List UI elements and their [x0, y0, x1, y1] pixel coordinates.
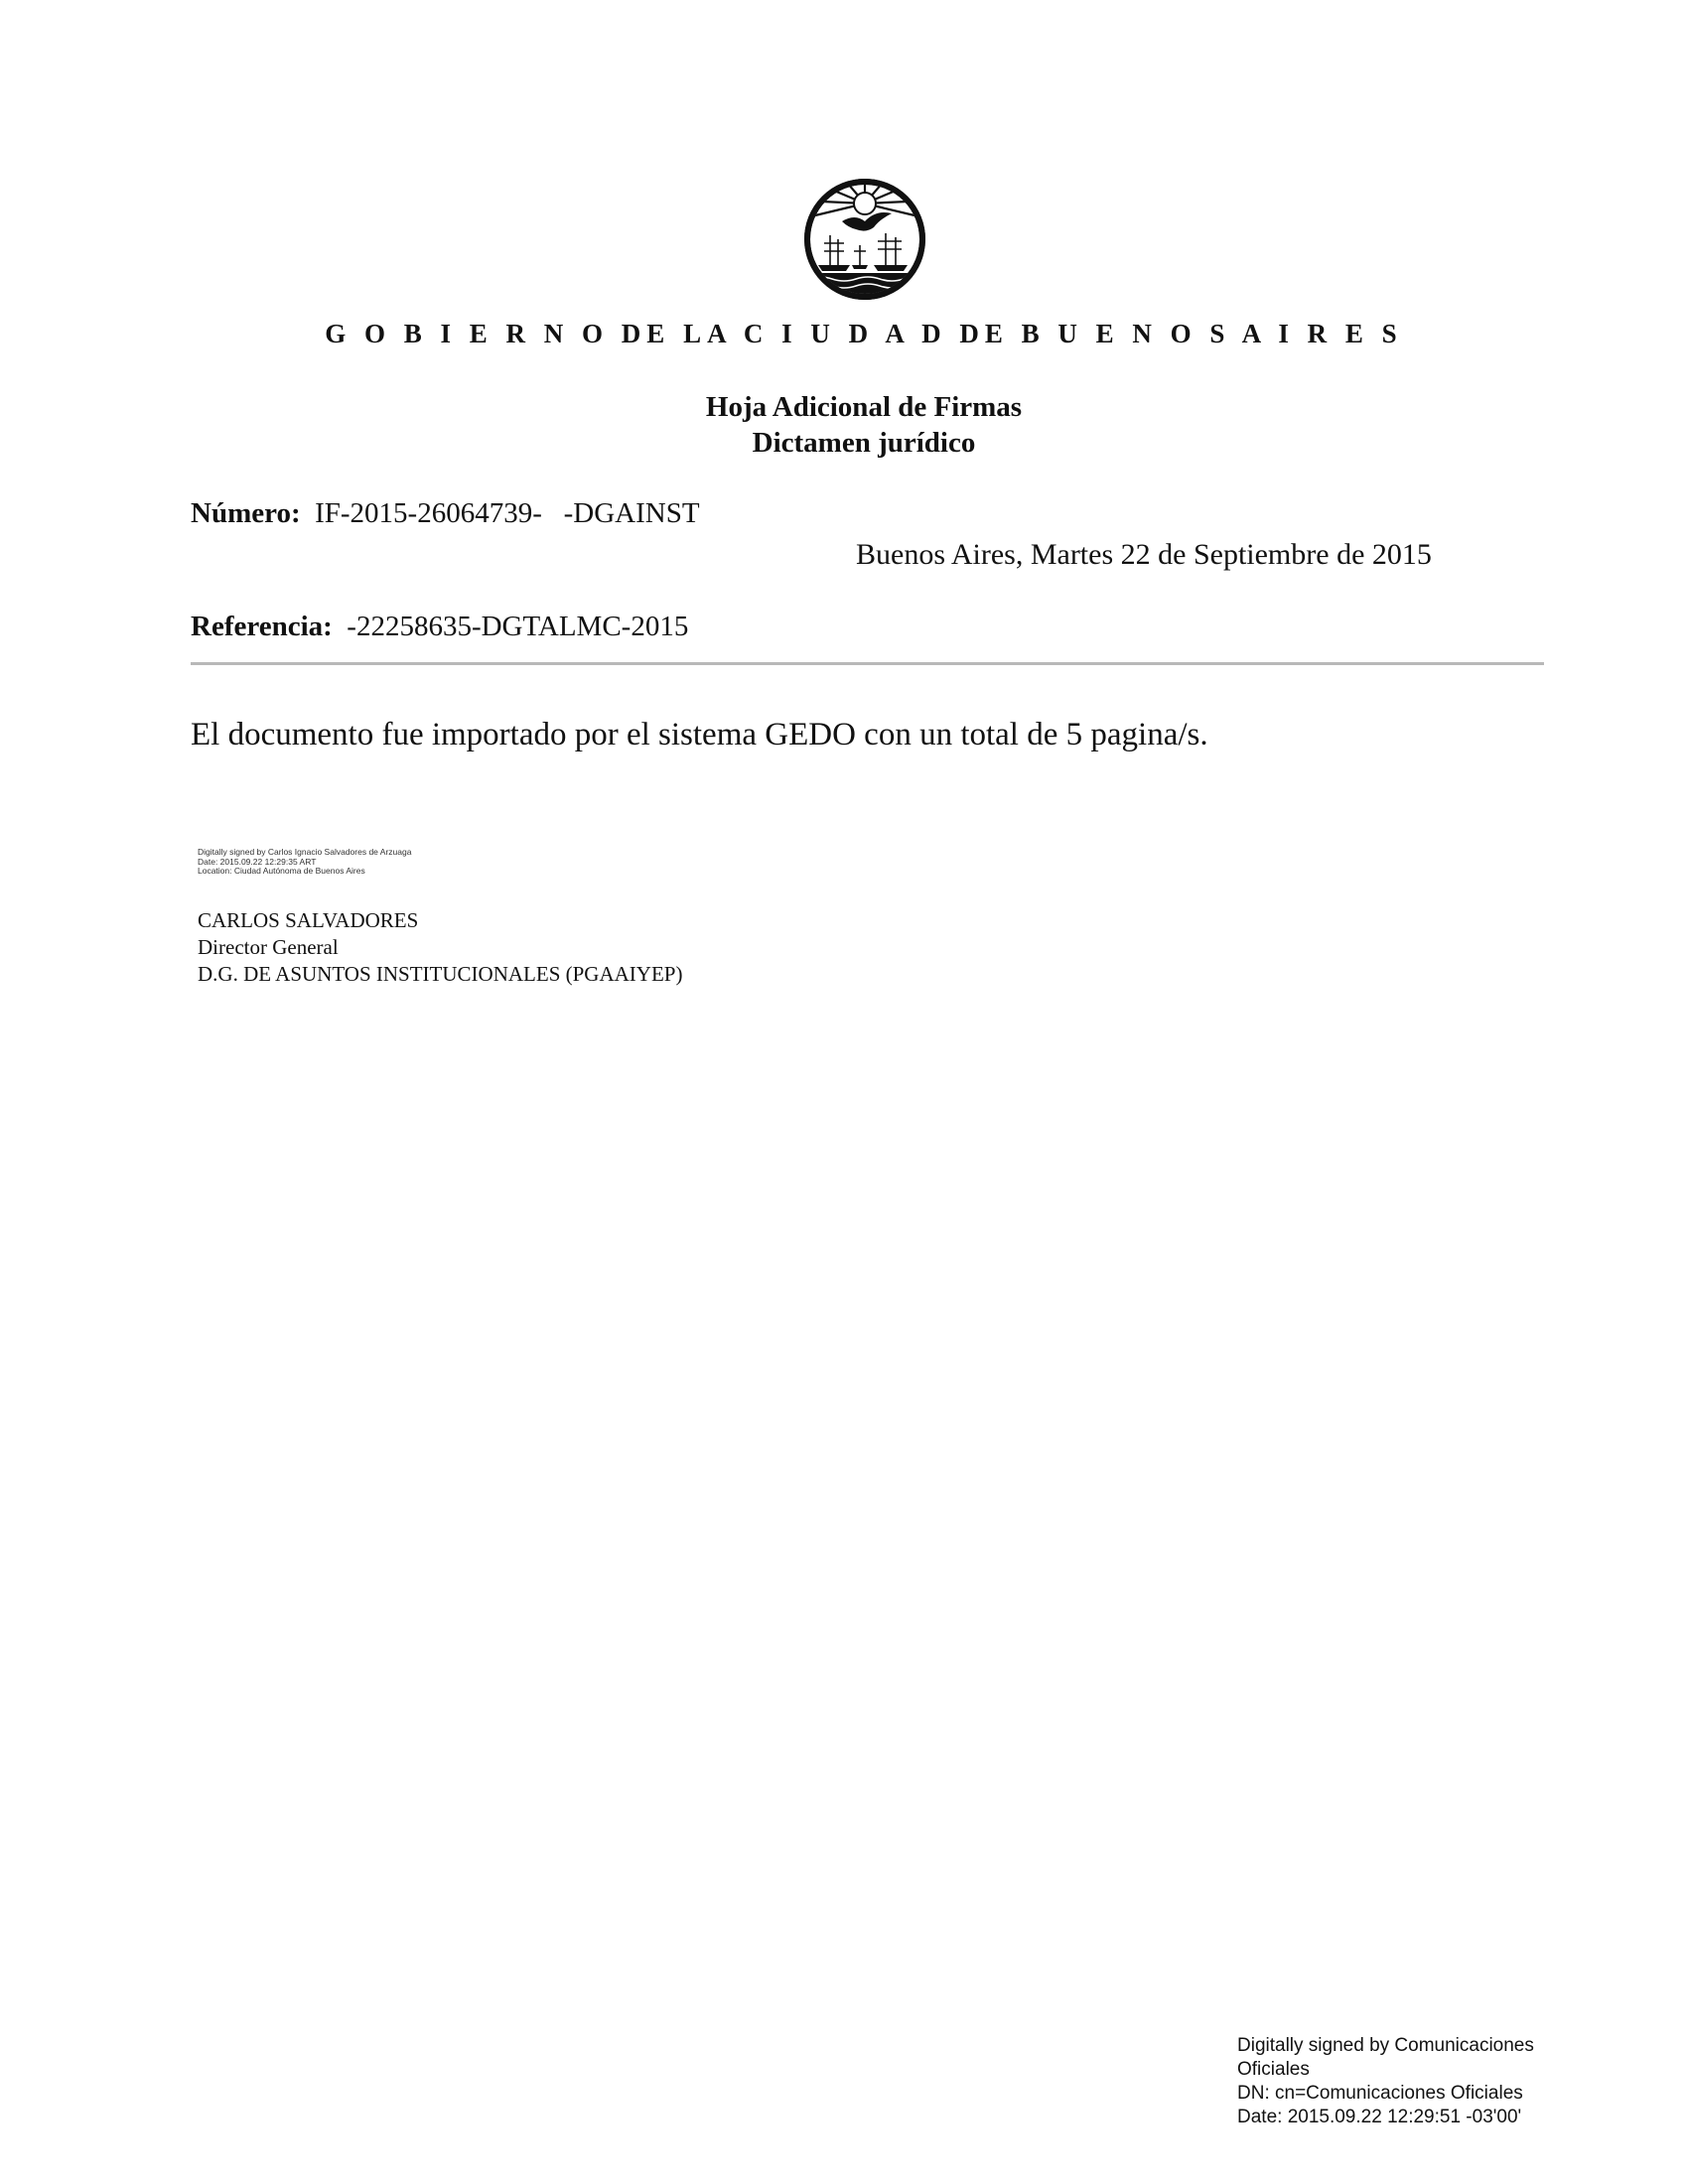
digital-signature-line: Digitally signed by Comunicaciones: [1237, 2035, 1534, 2056]
date-text: Martes 22 de Septiembre de 2015: [1030, 538, 1432, 571]
referencia-field: [191, 611, 688, 643]
numero-label: Número:: [191, 497, 301, 529]
numero-field: [191, 497, 700, 530]
signature-stamp-line: Date: 2015.09.22 12:29:35 ART: [198, 856, 317, 867]
divider: [191, 662, 1544, 665]
buenos-aires-coat-of-arms-icon: [800, 174, 929, 311]
signature-stamp: [198, 848, 411, 877]
document-title: Hoja Adicional de Firmas: [705, 391, 1023, 423]
digital-signature-line: Date: 2015.09.22 12:29:51 -03'00': [1237, 2107, 1522, 2127]
referencia-label: Referencia:: [191, 611, 333, 642]
signer-block: [198, 907, 682, 988]
government-name: G O B I E R N O DE LA C I U D A D DE B U E N O S A I R E S: [325, 319, 1403, 348]
signature-stamp-line: Location: Ciudad Autónoma de Buenos Aires: [198, 866, 365, 876]
body-text: El documento fue importado por el sistema GEDO con un total de 5 pagina/s.: [191, 717, 1208, 752]
signer-role: Director General: [198, 935, 339, 959]
signer-name: CARLOS SALVADORES: [198, 908, 419, 932]
numero-value: IF-2015-26064739- -DGAINST: [315, 497, 700, 529]
document-heading: [0, 389, 1688, 461]
signer-department: D.G. DE ASUNTOS INSTITUCIONALES (PGAAIYEP): [198, 962, 683, 986]
digital-signature-line: Oficiales: [1237, 2059, 1310, 2080]
signature-stamp-line: Digitally signed by Carlos Ignacio Salvadores de Arzuaga: [198, 847, 412, 857]
digital-signature-line: DN: cn=Comunicaciones Oficiales: [1237, 2083, 1523, 2104]
location-text: Buenos Aires,: [856, 538, 1024, 571]
date-line: [856, 538, 1432, 572]
referencia-value: -22258635-DGTALMC-2015: [347, 611, 689, 642]
digital-signature-block: [1237, 2034, 1534, 2129]
document-subtitle: Dictamen jurídico: [752, 427, 976, 459]
